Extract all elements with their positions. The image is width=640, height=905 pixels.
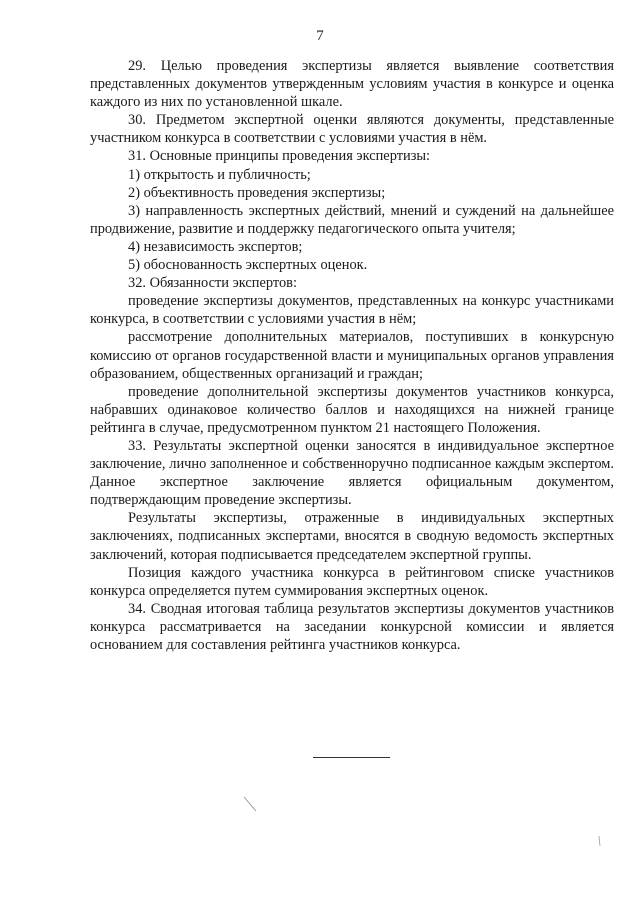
principle-5: 5) обоснованность экспертных оценок. (128, 257, 368, 274)
principle-2: 2) объективность проведения экспертизы; (128, 184, 386, 201)
scan-speck-mark (244, 797, 256, 811)
paragraph-31: 31. Основные принципы проведения экспертизы: (128, 148, 431, 165)
paragraph-32: 32. Обязанности экспертов: (128, 275, 297, 292)
paragraph-29: 29. Целью проведения экспертизы является выявление соответствия представленных документов утвержденным условиям участия в конкурсе и оценка каждого из них по установленной шкале. (90, 58, 614, 111)
principle-1: 1) открытость и публичность; (128, 166, 311, 183)
scan-speck-mark-2 (599, 836, 600, 846)
paragraph-33: 33. Результаты экспертной оценки заносятся в индивидуальное экспертное заключение, лично заполненное и собственноручно подписанное каждым экспертом. Данное экспертное заключение является официальным документом, подтверждающим проведение экспертизы. (90, 437, 614, 509)
duty-1: проведение экспертизы документов, представленных на конкурс участниками конкурса, в соответствии с условиями участия в нём; (90, 293, 614, 328)
paragraph-30: 30. Предметом экспертной оценки являются документы, представленные участником конкурса в соответствии с условиями участия в нём. (90, 112, 614, 147)
page-number: 7 (316, 28, 324, 44)
paragraph-33-position: Позиция каждого участника конкурса в рейтинговом списке участников конкурса определяется путем суммирования экспертных оценок. (90, 564, 614, 599)
principle-4: 4) независимость экспертов; (128, 238, 303, 255)
principle-3: 3) направленность экспертных действий, мнений и суждений на дальнейшее продвижение, развитие и поддержку педагогического опыта учителя; (90, 202, 614, 237)
end-divider-line (313, 757, 390, 758)
paragraph-34: 34. Сводная итоговая таблица результатов экспертизы документов участников конкурса рассматривается на заседании конкурсной комиссии и является основанием для составления рейтинга участников конкурса. (90, 600, 614, 653)
duty-3: проведение дополнительной экспертизы документов участников конкурса, набравших одинаковое количество баллов и находящихся на нижней границе рейтинга в случае, предусмотренном пунктом 21 настоящего Положения. (90, 383, 614, 436)
document-body (90, 57, 614, 654)
duty-2: рассмотрение дополнительных материалов, поступивших в конкурсную комиссию от органов государственной власти и муниципальных органов управления образованием, общественных организаций и граждан; (90, 329, 614, 382)
paragraph-33-results: Результаты экспертизы, отраженные в индивидуальных экспертных заключениях, подписанных экспертами, вносятся в сводную ведомость экспертных заключений, которая подписывается председателем экспертной группы. (90, 510, 614, 563)
